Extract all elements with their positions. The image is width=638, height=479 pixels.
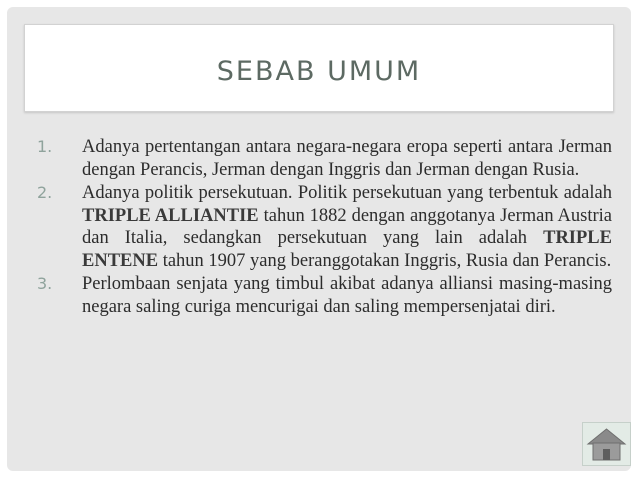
list-item-number: 3. [37,274,53,293]
list-item-text [82,183,612,271]
list-item-text: Perlombaan senjata yang timbul akibat adanya alliansi masing-masing negara saling curiga mencurigai dan saling mempersenjatai diri. [82,274,612,317]
slide [7,7,631,471]
home-icon [586,426,627,462]
list-item-text-part: tahun 1907 yang beranggotakan Inggris, Rusia dan Perancis. [158,250,612,271]
list-item-number: 2. [37,183,53,202]
list-item [37,136,612,181]
cause-list [37,136,612,319]
home-button[interactable] [582,422,631,466]
triple-entente-term: TRIPLE ENTENE [82,228,612,271]
list-item-text-part: tahun 1882 dengan anggotanya Jerman Austria dan Italia, sedangkan persekutuan yang lain adalah [82,205,612,248]
triple-alliance-term: TRIPLE ALLIANTIE [82,205,259,226]
list-item [37,273,612,318]
list-item-text: Adanya pertentangan antara negara-negara eropa seperti antara Jerman dengan Perancis, Jerman dengan Inggris dan Jerman dengan Rusia. [82,137,612,180]
list-item [37,182,612,272]
list-item-text-part: Adanya politik persekutuan. Politik persekutuan yang terbentuk adalah [82,183,612,203]
list-item-number: 1. [37,137,53,156]
slide-title: SEBAB UMUM [216,55,422,87]
title-box [24,24,614,112]
